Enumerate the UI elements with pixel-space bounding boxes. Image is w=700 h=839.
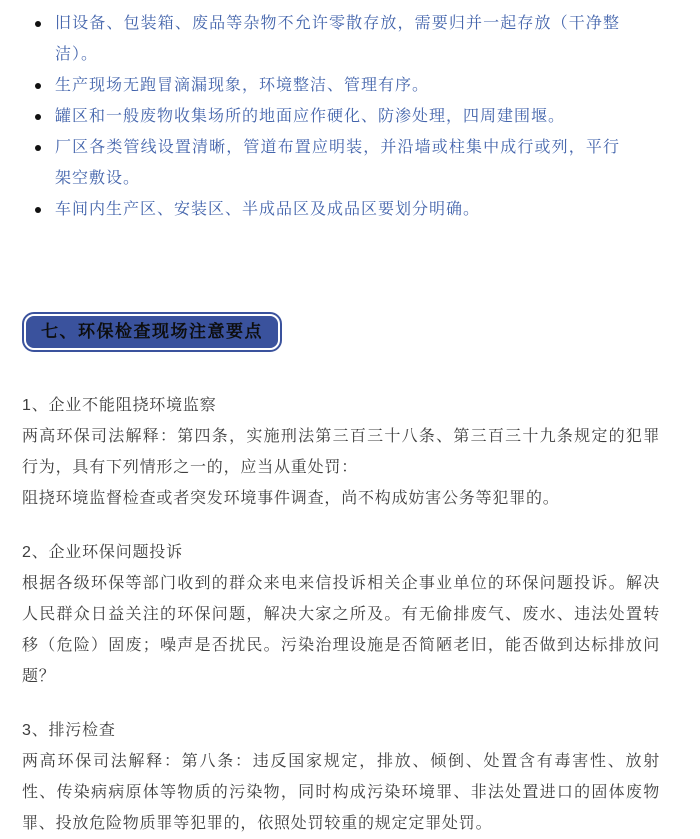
- list-item-text: 厂区各类管线设置清晰，管道布置应明装，并沿墙或柱集中成行或列，平行架空敷设。: [55, 139, 620, 187]
- section-1: [22, 390, 660, 514]
- list-item-text: 罐区和一般废物收集场所的地面应作硬化、防渗处理，四周建围堰。: [55, 108, 566, 125]
- paragraph: 根据各级环保等部门收到的群众来电来信投诉相关企事业单位的环保问题投诉。解决人民群众日益关注的环保问题，解决大家之所及。有无偷排废气、废水、违法处置转移（危险）固废；噪声是否扰民。污染治理设施是否简陋老旧，能否做到达标排放问题？: [22, 575, 660, 685]
- bullet-list: [22, 8, 660, 225]
- section-heading: 2、企业环保问题投诉: [22, 544, 183, 561]
- section-badge-title: 七、环保检查现场注意要点: [26, 316, 278, 348]
- section-badge-row: [22, 312, 660, 352]
- section-3: [22, 715, 660, 839]
- bullet-icon: [35, 207, 41, 213]
- paragraph: 阻挠环境监督检查或者突发环境事件调查，尚不构成妨害公务等犯罪的。: [22, 490, 560, 507]
- list-item: [22, 70, 660, 101]
- list-item: [22, 132, 660, 194]
- list-item: [22, 194, 660, 225]
- bullet-icon: [35, 21, 41, 27]
- section-heading: 1、企业不能阻挠环境监察: [22, 397, 217, 414]
- list-item: [22, 8, 660, 70]
- paragraph: 两高环保司法解释：第八条：违反国家规定，排放、倾倒、处置含有毒害性、放射性、传染病病原体等物质的污染物，同时构成污染环境罪、非法处置进口的固体废物罪、投放危险物质罪等犯罪的，依照处罚较重的规定定罪处罚。: [22, 753, 660, 832]
- section-2: [22, 537, 660, 692]
- list-item-text: 车间内生产区、安装区、半成品区及成品区要划分明确。: [55, 201, 481, 218]
- section-badge: [22, 312, 282, 352]
- list-item: [22, 101, 660, 132]
- bullet-icon: [35, 145, 41, 151]
- bullet-icon: [35, 114, 41, 120]
- list-item-text: 生产现场无跑冒滴漏现象，环境整洁、管理有序。: [55, 77, 430, 94]
- list-item-text: 旧设备、包装箱、废品等杂物不允许零散存放，需要归并一起存放（干净整洁）。: [55, 15, 620, 63]
- paragraph: 两高环保司法解释：第四条，实施刑法第三百三十八条、第三百三十九条规定的犯罪行为，具有下列情形之一的，应当从重处罚：: [22, 428, 660, 476]
- bullet-icon: [35, 83, 41, 89]
- section-heading: 3、排污检查: [22, 722, 116, 739]
